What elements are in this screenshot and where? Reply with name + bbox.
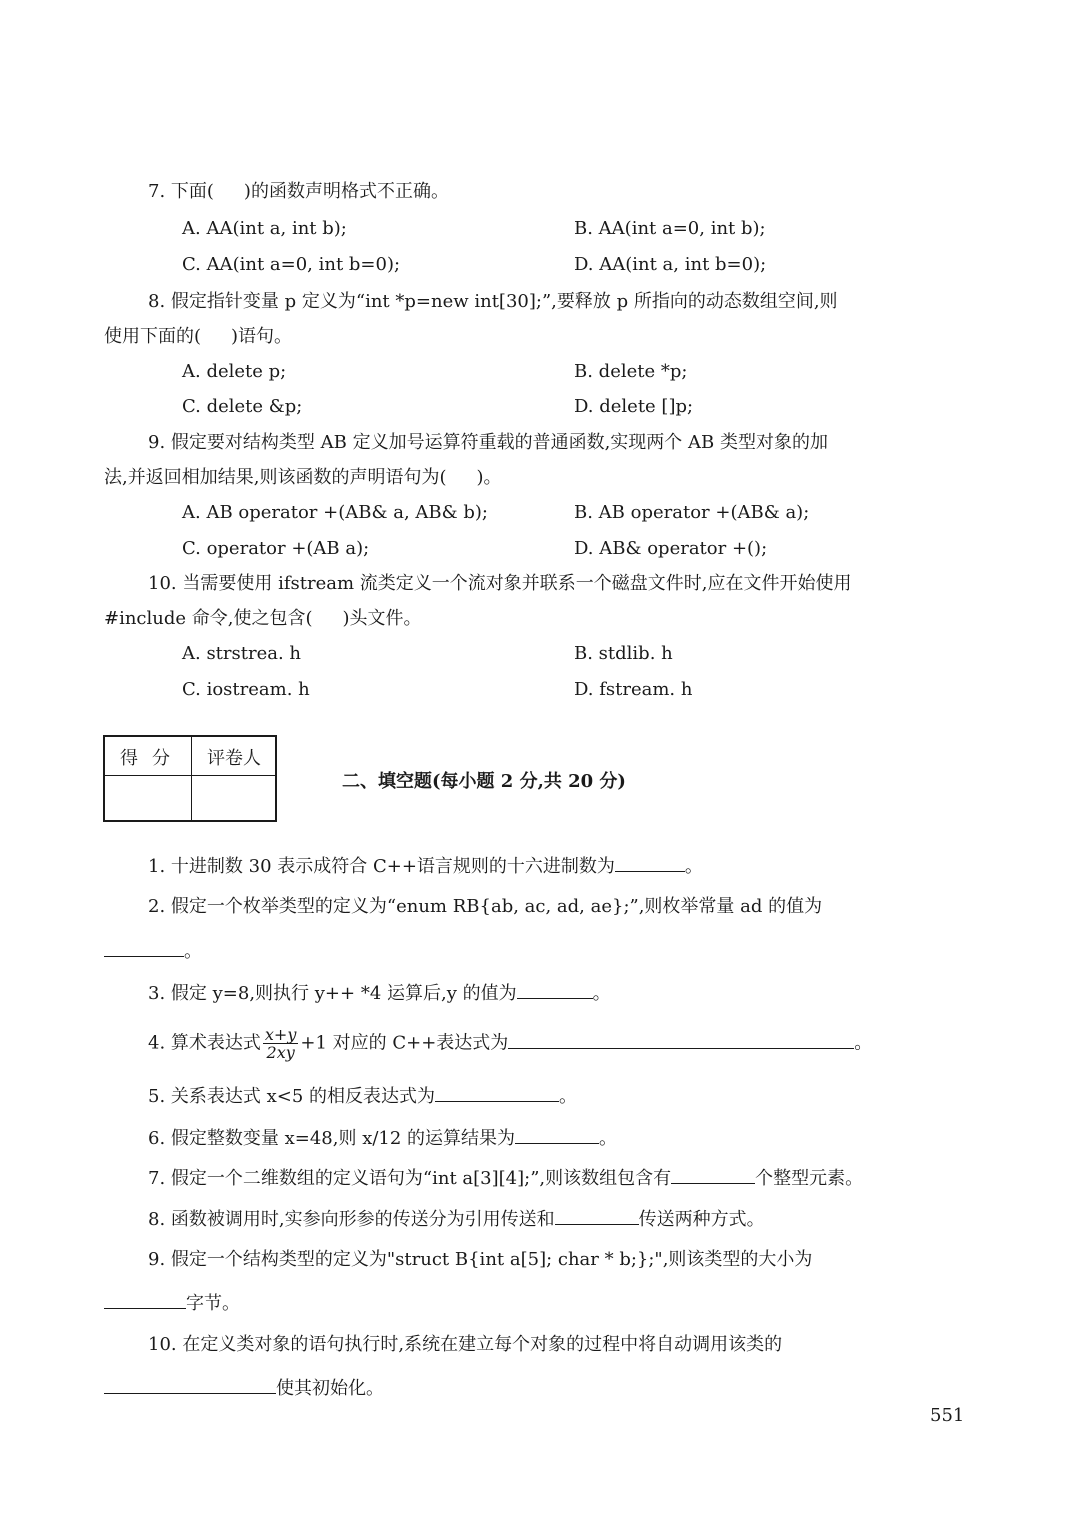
q7-option-d: D. AA(int a, int b=0);: [574, 254, 767, 275]
answer-blank[interactable]: [615, 853, 685, 872]
answer-blank[interactable]: [555, 1206, 639, 1225]
q9-option-d: D. AB& operator +();: [574, 538, 768, 559]
answer-blank[interactable]: [515, 1125, 599, 1144]
answer-blank[interactable]: [671, 1165, 755, 1184]
fill-question-9: 9. 假定一个结构类型的定义为"struct B{int a[5]; char * b;};",则该类型的大小为: [148, 1249, 813, 1270]
q9-option-a: A. AB operator +(AB& a, AB& b);: [182, 502, 488, 523]
q9-option-c: C. operator +(AB a);: [182, 538, 370, 559]
q7-option-b: B. AA(int a=0, int b);: [574, 218, 766, 239]
fill-question-3: 3. 假定 y=8,则执行 y++ *4 运算后,y 的值为 。: [148, 980, 611, 1006]
section-title: 二、填空题(每小题 2 分,共 20 分): [342, 771, 626, 792]
q8-option-d: D. delete []p;: [574, 396, 694, 417]
fill-question-10-cont: 使其初始化。: [104, 1375, 384, 1401]
q8-option-a: A. delete p;: [182, 361, 287, 382]
fill-question-6: 6. 假定整数变量 x=48,则 x/12 的运算结果为 。: [148, 1125, 617, 1151]
q10-option-c: C. iostream. h: [182, 679, 310, 700]
fill-question-2: 2. 假定一个枚举类型的定义为“enum RB{ab, ac, ad, ae};”,则枚举常量 ad 的值为: [148, 896, 823, 917]
score-label: 得分: [120, 748, 184, 769]
mc-question-8-line1: 8. 假定指针变量 p 定义为“int *p=new int[30];”,要释放 p 所指向的动态数组空间,则: [148, 291, 838, 312]
q7-option-c: C. AA(int a=0, int b=0);: [182, 254, 401, 275]
mc-question-9-line1: 9. 假定要对结构类型 AB 定义加号运算符重载的普通函数,实现两个 AB 类型对象的加: [148, 432, 828, 453]
fill-question-9-cont: 字节。: [104, 1290, 240, 1316]
fraction: $\frac{x+y}{2xy}$: [264, 1025, 297, 1062]
answer-blank[interactable]: [104, 1375, 276, 1394]
mc-question-10-line1: 10. 当需要使用 ifstream 流类定义一个流对象并联系一个磁盘文件时,应在文件开始使用: [148, 573, 852, 594]
grader-label: 评卷人: [207, 748, 261, 769]
answer-blank[interactable]: [517, 980, 593, 999]
fill-question-1: 1. 十进制数 30 表示成符合 C++语言规则的十六进制数为 。: [148, 853, 703, 879]
q9-option-b: B. AB operator +(AB& a);: [574, 502, 810, 523]
fill-question-4: 4. 算术表达式 $\frac{x+y}{2xy}$ +1 对应的 C++表达式为 。: [148, 1025, 873, 1062]
page-number: 551: [930, 1405, 965, 1426]
answer-blank[interactable]: [508, 1030, 854, 1049]
fill-question-8: 8. 函数被调用时,实参向形参的传送分为引用传送和 传送两种方式。: [148, 1206, 765, 1232]
q10-option-b: B. stdlib. h: [574, 643, 673, 664]
fill-question-5: 5. 关系表达式 x<5 的相反表达式为 。: [148, 1083, 577, 1109]
mc-question-7: 7. 下面( )的函数声明格式不正确。: [148, 181, 449, 202]
score-table-divider: [105, 775, 275, 776]
q10-option-a: A. strstrea. h: [182, 643, 302, 664]
answer-blank[interactable]: [104, 1290, 186, 1309]
fill-question-2-cont: 。: [104, 938, 202, 964]
fill-question-7: 7. 假定一个二维数组的定义语句为“int a[3][4];”,则该数组包含有 个整型元素。: [148, 1165, 863, 1191]
fill-question-10: 10. 在定义类对象的语句执行时,系统在建立每个对象的过程中将自动调用该类的: [148, 1334, 783, 1355]
mc-question-8-line2: 使用下面的( )语句。: [104, 326, 293, 347]
mc-question-9-line2: 法,并返回相加结果,则该函数的声明语句为( )。: [104, 467, 502, 488]
q8-option-b: B. delete *p;: [574, 361, 688, 382]
q7-option-a: A. AA(int a, int b);: [182, 218, 347, 239]
score-table: [103, 735, 277, 822]
answer-blank[interactable]: [435, 1083, 559, 1102]
q8-option-c: C. delete &p;: [182, 396, 303, 417]
answer-blank[interactable]: [104, 938, 184, 957]
mc-question-10-line2: #include 命令,使之包含( )头文件。: [104, 608, 422, 629]
q10-option-d: D. fstream. h: [574, 679, 693, 700]
